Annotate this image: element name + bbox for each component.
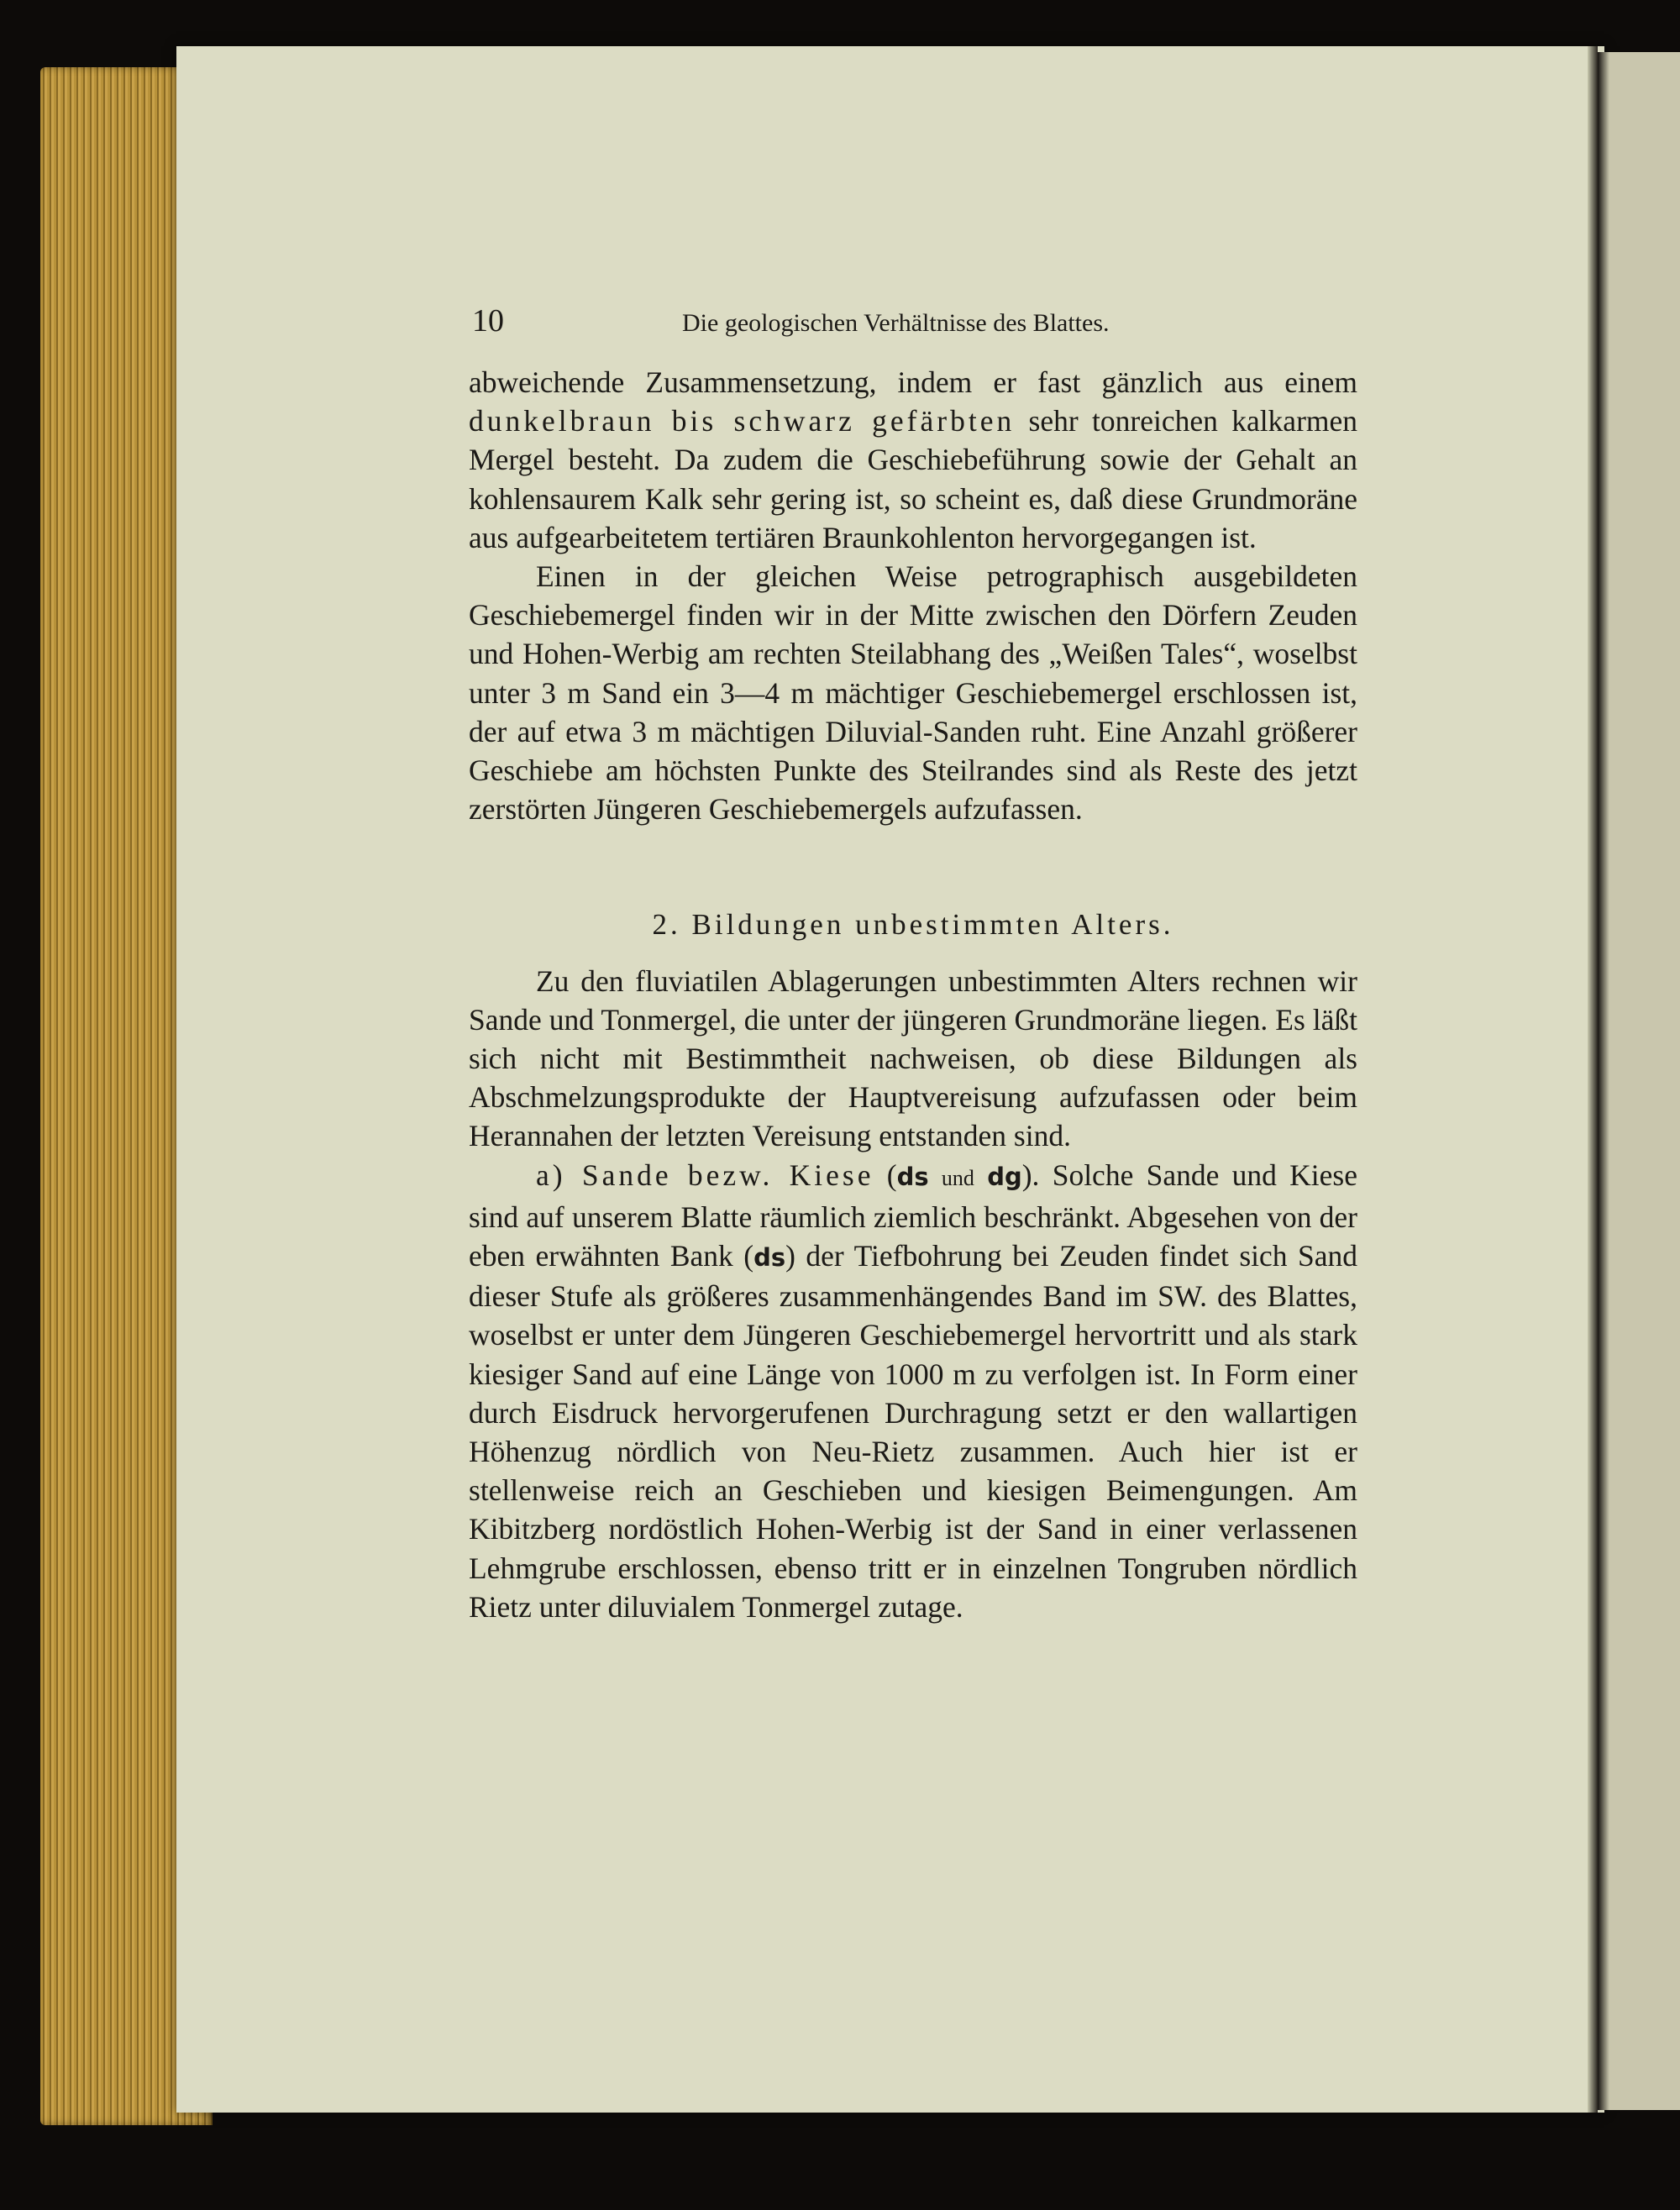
page-body — [469, 363, 1357, 1626]
paragraph-1 — [469, 363, 1357, 557]
facing-page-edge — [1598, 52, 1680, 2110]
section-heading: 2. Bildungen unbestimmten Alters. — [652, 908, 1174, 942]
page-number: 10 — [472, 303, 504, 339]
book-gutter — [1588, 46, 1598, 2113]
paragraph-1-spaced: dunkelbraun bis schwarz gefärbten — [469, 404, 1016, 438]
symbol-ds: ds — [896, 1162, 929, 1191]
paragraph-4: a) Sande bezw. Kiese (ds und dg). Solche Sande und Kiese sind auf unserem Blatte räumlich ziemlich beschränkt. Abgesehen von der eben erwähnten Bank (ds) der Tiefbohrung bei Zeuden findet sich Sand dieser Stufe als größeres zusammenhängendes Band im SW. des Blattes, woselbst er unter dem Jüngeren Geschiebemergel hervortritt und als stark kiesiger Sand auf eine Länge von 1000 m zu verfolgen ist. In Form einer durch Eisdruck hervorgerufenen Durchragung setzt er den wallartigen Höhenzug nördlich von Neu-Rietz zusammen. Auch hier ist er stellenweise reich an Geschieben und kiesigen Beimengungen. Am Kibitzberg nordöstlich Hohen-Werbig ist der Sand in einer verlassenen Lehmgrube erschlossen, ebenso tritt er in einzelnen Tongruben nördlich Rietz unter diluvialem Tonmergel zutage. — [469, 1157, 1357, 1624]
page-header — [472, 302, 1329, 344]
paragraph-1-start: abweichende Zusammensetzung, indem er fast gänzlich aus einem — [469, 365, 1357, 399]
symbol-ds-inline: ds — [753, 1243, 786, 1273]
paragraph-2: Einen in der gleichen Weise petrographisch ausgebildeten Geschiebemergel finden wir in der Mitte zwischen den Dörfern Zeuden und Hohen-Werbig am rechten Steilabhang des „Weißen Tales“, woselbst unter 3 m Sand ein 3—4 m mächtiger Geschiebemergel erschlossen ist, der auf etwa 3 m mächtigen Diluvial-Sanden ruht. Eine Anzahl größerer Geschiebe am höchsten Punkte des Steilrandes sind als Reste des jetzt zerstörten Jüngeren Geschiebemergels aufzufassen. — [469, 559, 1357, 827]
paragraph-1-end: sehr tonreichen kalkarmen Mergel besteht. Da zudem die Geschiebeführung sowie der Gehalt an kohlensaurem Kalk sehr gering ist, so scheint es, daß diese Grundmoräne aus aufgearbeitetem tertiären Braunkohlenton hervorgegangen ist. — [469, 404, 1358, 554]
paragraph-4-text-a: Solche Sande und Kiese sind auf unserem Blatte räumlich ziemlich beschränkt. Abgesehen von der eben erwähnten Bank ( — [469, 1157, 1357, 1273]
symbol-und: und — [941, 1165, 974, 1190]
symbol-dg: dg — [987, 1162, 1022, 1191]
paragraph-4-label: a) Sande bezw. Kiese — [536, 1157, 874, 1192]
running-title: Die geologischen Verhältnisse des Blattes. — [682, 309, 1110, 337]
paragraph-3: Zu den fluviatilen Ablagerungen unbestimmten Alters rechnen wir Sande und Tonmergel, die unter der jüngeren Grundmoräne liegen. Es läßt sich nicht mit Bestimmtheit nachweisen, ob diese Bildungen als Abschmelzungsprodukte der Hauptvereisung aufzufassen oder beim Herannahen der letzten Vereisung entstanden sind. — [469, 963, 1357, 1153]
paragraph-4-text-b: ) der Tiefbohrung bei Zeuden findet sich Sand dieser Stufe als größeres zusammenhängendes Band im SW. des Blattes, woselbst er unter dem Jüngeren Geschiebemergel hervortritt und als stark kiesiger Sand auf eine Länge von 1000 m zu verfolgen ist. In Form einer durch Eisdruck hervorgerufenen Durchragung setzt er den wallartigen Höhenzug nördlich von Neu-Rietz zusammen. Auch hier ist er stellenweise reich an Geschieben und kiesigen Beimengungen. Am Kibitzberg nordöstlich Hohen-Werbig ist der Sand in einer verlassenen Lehmgrube erschlossen, ebenso tritt er in einzelnen Tongruben nördlich Rietz unter diluvialem Tonmergel zutage. — [469, 1239, 1357, 1624]
